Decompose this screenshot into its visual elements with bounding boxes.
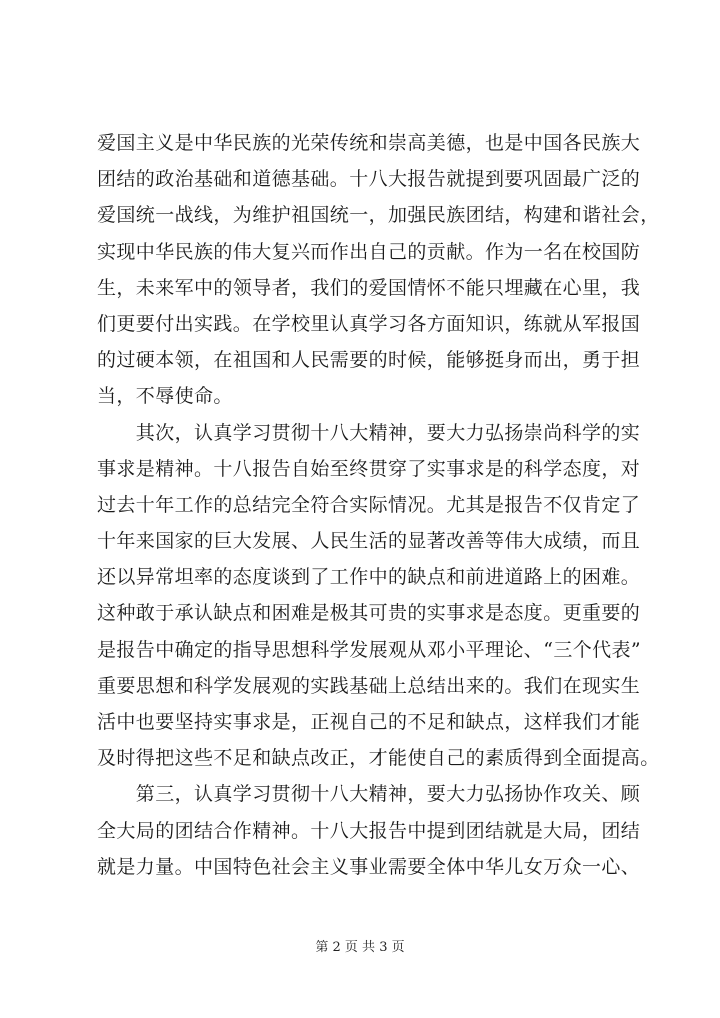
text-line: 其次，认真学习贯彻十八大精神，要大力弘扬崇尚科学的实 — [97, 421, 641, 444]
text-line: 的过硬本领，在祖国和人民需要的时候，能够挺身而出，勇于担 — [97, 349, 641, 372]
text-line: 第三，认真学习贯彻十八大精神，要大力弘扬协作攻关、顾 — [97, 783, 641, 806]
text-line: 爱国统一战线，为维护祖国统一，加强民族团结，构建和谐社会， — [97, 204, 660, 227]
page-number-footer: 第 2 页 共 3 页 — [315, 940, 405, 955]
text-line: 事求是精神。十八报告自始至终贯穿了实事求是的科学态度，对 — [97, 457, 641, 480]
paragraph-1 — [97, 125, 660, 415]
text-line: 全大局的团结合作精神。十八大报告中提到团结就是大局，团结 — [97, 819, 641, 842]
text-line: 还以异常坦率的态度谈到了工作中的缺点和前进道路上的困难。 — [97, 566, 641, 589]
text-line: 及时得把这些不足和缺点改正，才能使自己的素质得到全面提高。 — [97, 747, 660, 770]
paragraph-3 — [97, 776, 641, 885]
paragraph-2 — [97, 415, 660, 777]
text-line: 团结的政治基础和道德基础。十八大报告就提到要巩固最广泛的 — [97, 168, 641, 191]
text-line: 就是力量。中国特色社会主义事业需要全体中华儿女万众一心、 — [97, 855, 641, 878]
text-line: 实现中华民族的伟大复兴而作出自己的贡献。作为一名在校国防 — [97, 240, 641, 263]
text-line: 过去十年工作的总结完全符合实际情况。尤其是报告不仅肯定了 — [97, 493, 641, 516]
text-line: 十年来国家的巨大发展、人民生活的显著改善等伟大成绩，而且 — [97, 530, 641, 553]
text-line: 活中也要坚持实事求是，正视自己的不足和缺点，这样我们才能 — [97, 711, 641, 733]
text-line: 这种敢于承认缺点和困难是极其可贵的实事求是态度。更重要的 — [97, 602, 641, 625]
text-line: 重要思想和科学发展观的实践基础上总结出来的。我们在现实生 — [97, 674, 641, 697]
text-line: 是报告中确定的指导思想科学发展观从邓小平理论、“三个代表” — [97, 638, 642, 661]
text-line: 爱国主义是中华民族的光荣传统和崇高美德，也是中国各民族大 — [97, 132, 641, 154]
text-line: 生，未来军中的领导者，我们的爱国情怀不能只埋藏在心里，我 — [97, 276, 641, 299]
body-text — [97, 125, 660, 885]
text-line: 当，不辱使命。 — [97, 385, 233, 408]
text-line: 们更要付出实践。在学校里认真学习各方面知识，练就从军报国 — [97, 312, 641, 335]
